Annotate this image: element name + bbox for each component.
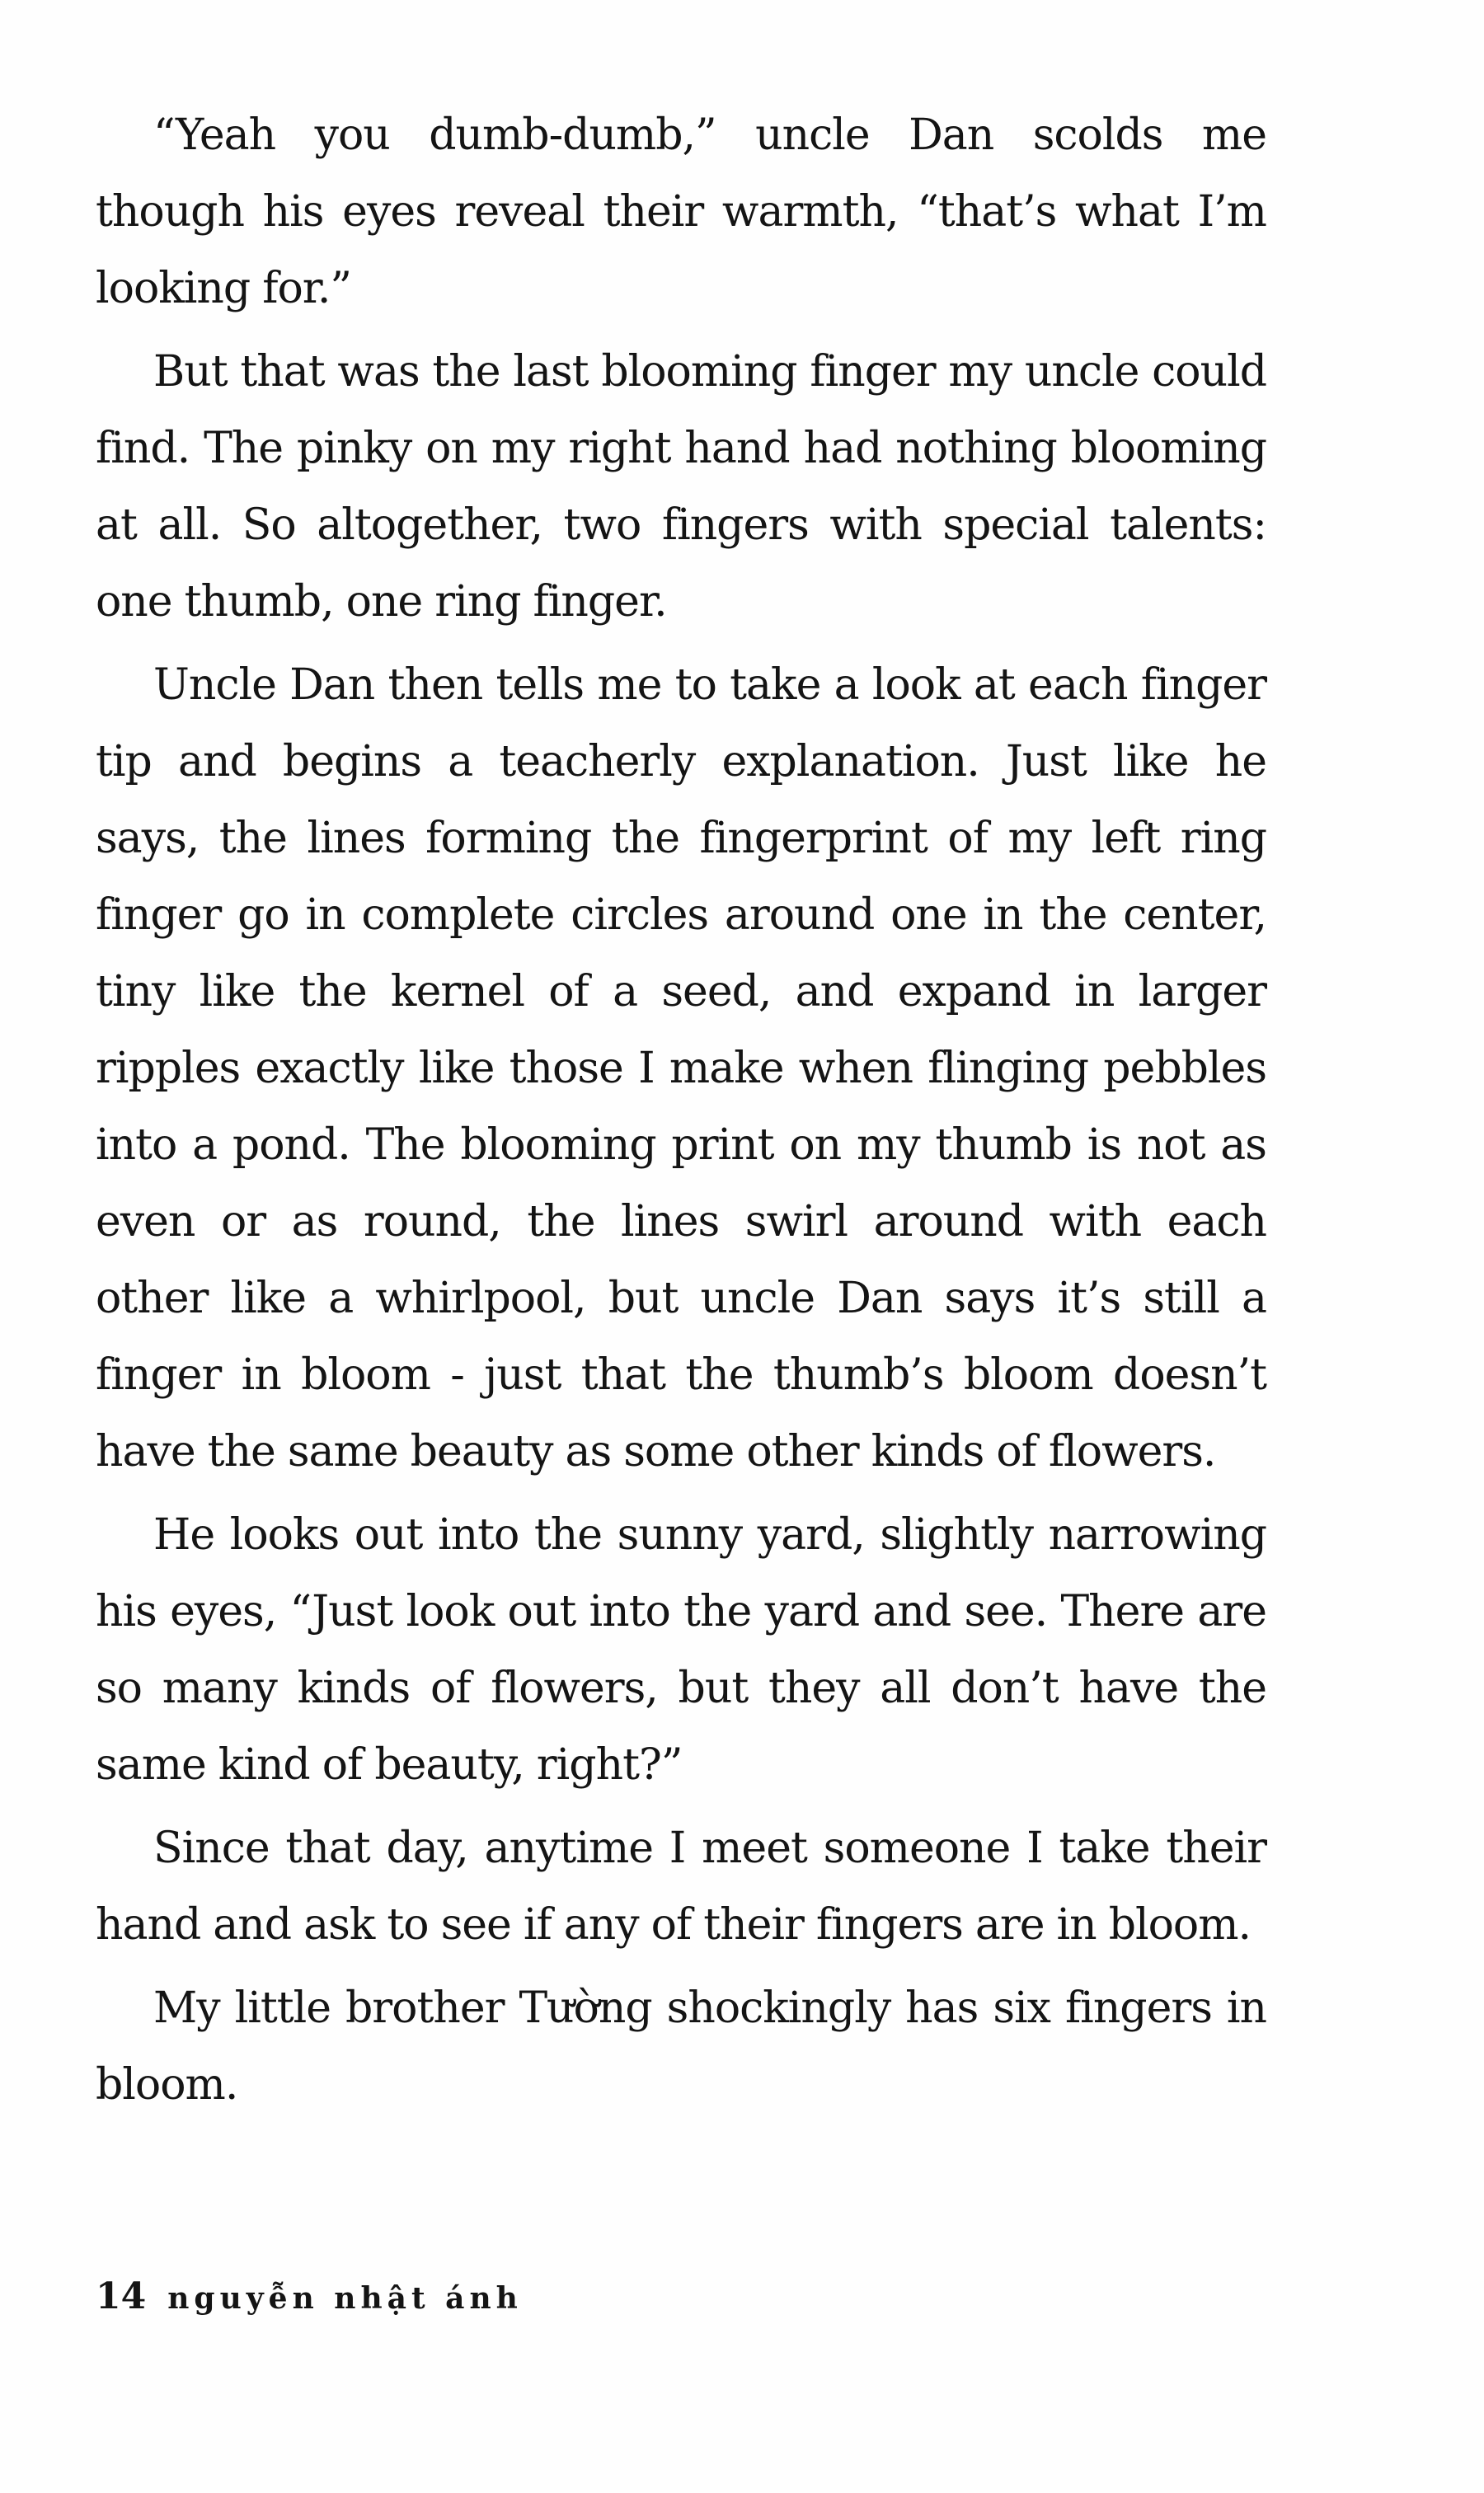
paragraph-4: He looks out into the sunny yard, slightly narrowing his eyes, “Just look out into the yard and see. There are so many kinds of flowers, but they all don’t have the same kind of beauty, right?” (96, 1510, 1266, 1790)
author-name: nguyễn nhật ánh (167, 2281, 523, 2316)
paragraph-3: Uncle Dan then tells me to take a look at each finger tip and begins a teacherly explanation. Just like he says, the lines forming the fingerprint of my left ring finger go in complete circles around one in the center, tiny like the kernel of a seed, and expand in larger ripples exactly like those I make when flinging pebbles into a pond. The blooming print on my thumb is not as even or as round, the lines swirl around with each other like a whirlpool, but uncle Dan says it’s still a finger in bloom - just that the thumb’s bloom doesn’t have the same beauty as some other kinds of flowers. (96, 660, 1266, 1477)
paragraph-6: My little brother Tường shockingly has six fingers in bloom. (96, 1984, 1266, 2110)
paragraph-5: Since that day, anytime I meet someone I take their hand and ask to see if any of their fingers are in bloom. (96, 1824, 1266, 1950)
body-text (96, 97, 1266, 2130)
page-footer (96, 2275, 523, 2317)
paragraph-2: But that was the last blooming finger my uncle could find. The pinky on my right hand had nothing blooming at all. So altogether, two fingers with special talents: one thumb, one ring finger. (96, 347, 1266, 627)
page-number: 14 (96, 2275, 147, 2317)
paragraph-1: “Yeah you dumb-dumb,” uncle Dan scolds me though his eyes reveal their warmth, “that’s what I’m looking for.” (96, 110, 1266, 313)
